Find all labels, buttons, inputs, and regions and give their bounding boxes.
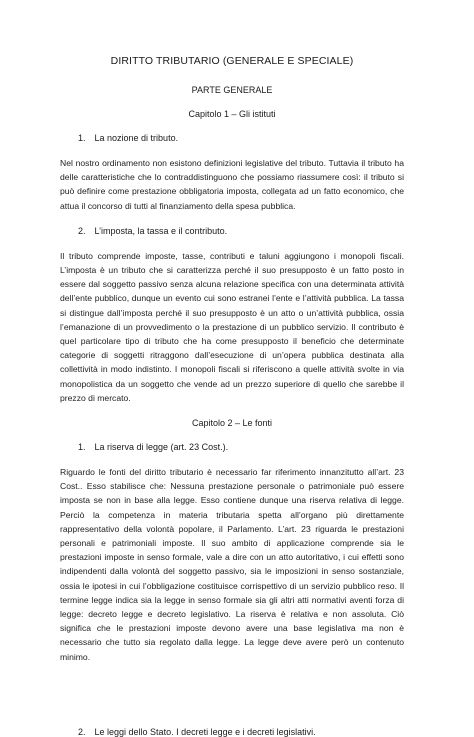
section-2-title: L’imposta, la tassa e il contributo. — [94, 225, 228, 236]
section-1-title: La nozione di tributo. — [94, 133, 179, 143]
section-3-number: 1. — [78, 442, 86, 453]
section-4-title: Le leggi dello Stato. I decreti legge e i decreti legislativi. — [94, 726, 316, 737]
chapter-2-title: Capitolo 2 – Le fonti — [191, 418, 273, 429]
paragraph-2: Il tributo comprende imposte, tasse, contributi e taluni aggiungono i monopoli fiscali. L’imposta è un tributo che si caratterizza perché il suo presupposto è un fatto posto in essere dal soggetto passivo senza alcuna relazione specifica con una determinata attività dell’ente pubblico, dunque un evento cui sono estranei l’ente e l’attività pubblica. La tassa si distingue dall’imposta perché il suo presupposto è un atto o un’attività pubblica, ossia l’emanazione di un provvedimento o la prestazione di un pubblico servizio. Il contributo è quel particolare tipo di tributo che ha come presupposto il beneficio che determinate categorie di soggetti ritraggono dall’esecuzione di un’opera pubblica destinata alla collettività in modo indistinto. I monopoli fiscali si riferiscono a quelle attività svolte in via monopolistica da un soggetto che vende ad un prezzo superiore di quello che sarebbe il prezzo di mercato. — [60, 250, 404, 403]
chapter-1-title: Capitolo 1 – Gli istituti — [188, 109, 276, 119]
section-2-heading — [78, 226, 404, 236]
section-3-title: La riserva di legge (art. 23 Cost.). — [94, 442, 229, 453]
section-4-heading — [78, 727, 404, 737]
section-1-number: 1. — [78, 133, 86, 143]
paragraph-3: Riguardo le fonti del diritto tributario è necessario far riferimento innanzitutto all’art. 23 Cost.. Esso stabilisce che: Nessuna prestazione personale o patrimoniale può essere imposta se non in base alla legge. Esso contiene dunque una riserva relativa di legge. Perciò la competenza in materia tributaria spetta all’organo più direttamente rappresentativo della volontà popolare, il Parlamento. L’art. 23 riguarda le prestazioni personali e patrimoniali imposte. Il suo ambito di applicazione comprende sia le prestazioni imposte in senso formale, vale a dire con un atto autoritativo, i cui effetti sono indipendenti dalla volontà del soggetto passivo, sia le imposizioni in senso sostanziale, ossia le ipotesi in cui l’obbligazione costituisce corrispettivo di un servizio pubblico reso. Il termine legge indica sia la legge in senso formale sia gli altri atti normativi aventi forza di legge: decreto legge e decreto legislativo. La riserva è relativa e non assoluta. Ciò significa che le prestazioni imposte devono avere una base legislativa ma non è necessario che tutto sia regolato dalla legge. La legge deve avere però un contenuto minimo. — [60, 467, 404, 662]
paragraph-1: Nel nostro ordinamento non esistono definizioni legislative del tributo. Tuttavia il tributo ha delle caratteristiche che lo contraddistinguono che possiamo riassumere così: il tributo si può definire come prestazione obbligatoria imposta, collegata ad un fatto economico, che attua il concorso di tutti al finanziamento della spesa pubblica. — [60, 158, 404, 211]
section-1-heading — [78, 133, 404, 143]
blank-space — [60, 677, 404, 727]
part-title: PARTE GENERALE — [191, 85, 273, 95]
section-4-number: 2. — [78, 726, 86, 737]
section-2-number: 2. — [78, 225, 86, 236]
document-title: DIRITTO TRIBUTARIO (GENERALE E SPECIALE) — [110, 55, 354, 67]
section-3-heading — [78, 442, 404, 452]
